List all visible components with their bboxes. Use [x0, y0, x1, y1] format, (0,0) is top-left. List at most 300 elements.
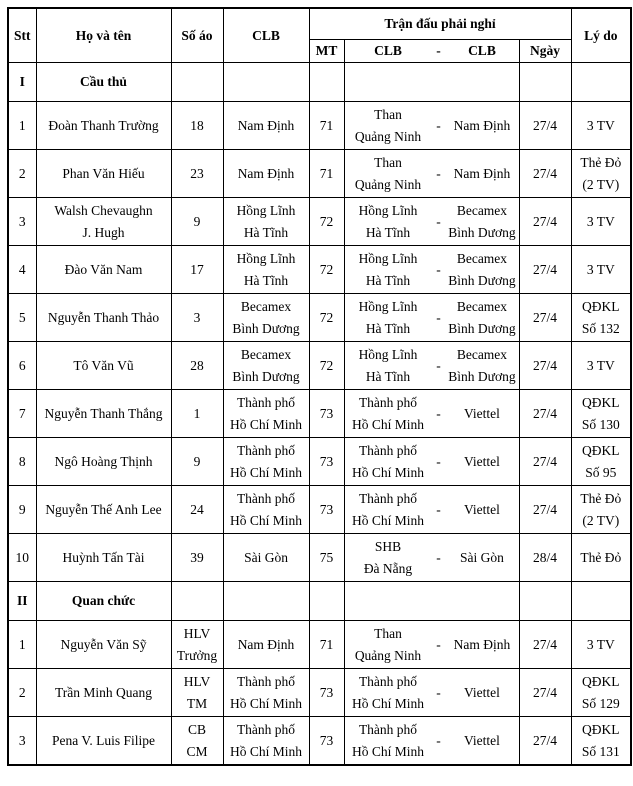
cell-line: 4: [18, 261, 26, 277]
match-layout: [345, 152, 519, 195]
reason-cell: [571, 294, 631, 342]
cell-line: Hồng Lĩnh: [236, 251, 296, 267]
section-empty-cell: [519, 63, 571, 102]
cell-line: 73: [319, 405, 334, 421]
match-layout: [345, 248, 519, 291]
cell-line: Thẻ Đỏ: [580, 155, 622, 171]
date-cell: [519, 198, 571, 246]
away-club: [445, 296, 518, 339]
cell-line: Viettel: [463, 405, 500, 421]
header-row-top: [8, 8, 631, 40]
cell-line: Thành phố: [236, 395, 296, 411]
cell-line: Viettel: [463, 684, 500, 700]
name-cell: [36, 486, 171, 534]
shirt-cell: [171, 294, 223, 342]
date-cell: [519, 717, 571, 766]
cell-line: Hồ Chí Minh: [351, 416, 424, 432]
cell-line: Nguyễn Thế Anh Lee: [45, 501, 162, 517]
cell-line: 7: [18, 405, 26, 421]
cell-line: 23: [190, 165, 204, 181]
cell-line: Becamex: [240, 299, 292, 315]
cell-line: TM: [186, 695, 208, 711]
cell-line: Thành phố: [236, 491, 296, 507]
home-club: [345, 671, 432, 714]
match-cell: [344, 717, 519, 766]
cell-line: 28: [190, 357, 204, 373]
match-dash: -: [436, 453, 441, 469]
header-club-away: CLB: [468, 43, 496, 59]
section-row: [8, 63, 631, 102]
reason-cell: [571, 246, 631, 294]
cell-line: QĐKL: [582, 443, 620, 459]
header-date: Ngày: [519, 40, 571, 63]
cell-line: Nam Định: [453, 165, 511, 181]
cell-line: 71: [319, 165, 334, 181]
cell-line: 73: [319, 732, 334, 748]
date-cell: [519, 669, 571, 717]
reason-cell: [571, 390, 631, 438]
cell-line: 72: [319, 261, 334, 277]
away-club: [445, 163, 518, 184]
cell-line: Hà Tĩnh: [243, 224, 289, 240]
date-cell: [519, 534, 571, 582]
cell-line: Than: [374, 626, 402, 642]
date-cell: [519, 246, 571, 294]
match-layout: [345, 296, 519, 339]
cell-line: 73: [319, 453, 334, 469]
cell-line: Hồ Chí Minh: [351, 695, 424, 711]
away-club: [445, 451, 518, 472]
shirt-cell: [171, 534, 223, 582]
cell-line: 28/4: [533, 549, 558, 565]
header-match-dash: -: [436, 43, 441, 59]
match-cell: [344, 102, 519, 150]
home-club: [345, 488, 432, 531]
cell-line: 27/4: [533, 213, 558, 229]
match-dash: -: [436, 357, 441, 373]
name-cell: [36, 621, 171, 669]
cell-line: QĐKL: [582, 674, 620, 690]
home-club: [345, 719, 432, 762]
cell-line: Quảng Ninh: [354, 176, 422, 192]
match-layout: [345, 488, 519, 531]
cell-line: CM: [186, 743, 208, 759]
header-match-group: Trận đấu phải nghỉ: [309, 8, 571, 40]
cell-line: Thành phố: [358, 674, 418, 690]
date-cell: [519, 150, 571, 198]
table-row: [8, 102, 631, 150]
cell-line: Thành phố: [358, 443, 418, 459]
cell-line: HLV: [183, 674, 211, 690]
cell-line: Quảng Ninh: [354, 647, 422, 663]
shirt-cell: [171, 390, 223, 438]
table-row: [8, 342, 631, 390]
cell-line: Số 95: [585, 464, 617, 480]
cell-line: Nam Định: [237, 117, 295, 133]
cell-line: Hà Tĩnh: [365, 368, 411, 384]
stt-cell: [8, 621, 36, 669]
section-empty-cell: [344, 582, 519, 621]
cell-line: (2 TV): [582, 176, 620, 192]
header-name: Họ và tên: [36, 8, 171, 63]
cell-line: 27/4: [533, 684, 558, 700]
cell-line: QĐKL: [582, 395, 620, 411]
stt-cell: [8, 390, 36, 438]
match-layout: [345, 536, 519, 579]
cell-line: QĐKL: [582, 299, 620, 315]
cell-line: 3: [193, 309, 201, 325]
header-club-home: CLB: [374, 43, 402, 59]
table-row: [8, 669, 631, 717]
cell-line: Thành phố: [358, 491, 418, 507]
cell-line: Ngô Hoàng Thịnh: [54, 453, 153, 469]
mt-cell: [309, 294, 344, 342]
date-cell: [519, 294, 571, 342]
cell-line: Hồ Chí Minh: [351, 743, 424, 759]
cell-line: J. Hugh: [82, 224, 125, 240]
cell-line: Thành phố: [358, 722, 418, 738]
name-cell: [36, 438, 171, 486]
date-cell: [519, 390, 571, 438]
date-cell: [519, 486, 571, 534]
section-empty-cell: [223, 582, 309, 621]
reason-cell: [571, 102, 631, 150]
cell-line: 75: [319, 549, 334, 565]
match-cell: [344, 150, 519, 198]
match-layout: [345, 623, 519, 666]
cell-line: Đào Văn Nam: [64, 261, 143, 277]
section-index: I: [8, 63, 36, 102]
header-match-clubs-layout: [345, 40, 519, 61]
cell-line: 3 TV: [586, 636, 615, 652]
cell-line: 3: [18, 213, 26, 229]
cell-line: 27/4: [533, 165, 558, 181]
shirt-cell: [171, 669, 223, 717]
cell-line: 9: [193, 453, 201, 469]
shirt-cell: [171, 198, 223, 246]
stt-cell: [8, 438, 36, 486]
table-row: [8, 534, 631, 582]
match-layout: [345, 392, 519, 435]
table-body: [8, 63, 631, 766]
cell-line: Bình Dương: [448, 224, 516, 240]
home-club: [345, 440, 432, 483]
stt-cell: [8, 102, 36, 150]
cell-line: 1: [18, 636, 26, 652]
cell-line: Viettel: [463, 501, 500, 517]
name-cell: [36, 390, 171, 438]
match-dash: -: [436, 261, 441, 277]
header-shirt-no: Số áo: [171, 8, 223, 63]
cell-line: 18: [190, 117, 204, 133]
cell-line: Hồ Chí Minh: [351, 512, 424, 528]
cell-line: 27/4: [533, 636, 558, 652]
cell-line: Phan Văn Hiếu: [62, 165, 145, 181]
table-row: [8, 150, 631, 198]
section-title: Cầu thủ: [36, 63, 171, 102]
cell-line: Sài Gòn: [460, 549, 504, 565]
mt-cell: [309, 390, 344, 438]
home-club: [345, 248, 432, 291]
match-cell: [344, 669, 519, 717]
away-club: [445, 403, 518, 424]
cell-line: Becamex: [456, 299, 508, 315]
cell-line: 9: [18, 501, 26, 517]
cell-line: 3 TV: [586, 261, 615, 277]
section-empty-cell: [309, 582, 344, 621]
stt-cell: [8, 717, 36, 766]
cell-line: Số 132: [581, 320, 620, 336]
match-dash: -: [436, 684, 441, 700]
cell-line: Nguyễn Thanh Thắng: [44, 405, 163, 421]
away-club: [445, 547, 518, 568]
cell-line: 5: [18, 309, 26, 325]
match-dash: -: [436, 213, 441, 229]
section-empty-cell: [344, 63, 519, 102]
name-cell: [36, 669, 171, 717]
stt-cell: [8, 342, 36, 390]
name-cell: [36, 294, 171, 342]
cell-line: Bình Dương: [448, 272, 516, 288]
shirt-cell: [171, 246, 223, 294]
match-layout: [345, 344, 519, 387]
cell-line: Viettel: [463, 732, 500, 748]
mt-cell: [309, 669, 344, 717]
cell-line: (2 TV): [582, 512, 620, 528]
match-dash: -: [436, 501, 441, 517]
cell-line: 72: [319, 357, 334, 373]
section-empty-cell: [171, 63, 223, 102]
cell-line: Thẻ Đỏ: [580, 491, 622, 507]
mt-cell: [309, 717, 344, 766]
match-dash: -: [436, 309, 441, 325]
cell-line: Hồng Lĩnh: [236, 203, 296, 219]
reason-cell: [571, 198, 631, 246]
cell-line: 27/4: [533, 309, 558, 325]
shirt-cell: [171, 486, 223, 534]
shirt-cell: [171, 342, 223, 390]
cell-line: Nguyễn Thanh Thảo: [47, 309, 160, 325]
table-row: [8, 717, 631, 766]
mt-cell: [309, 198, 344, 246]
cell-line: Than: [374, 107, 402, 123]
match-layout: [345, 104, 519, 147]
section-row: [8, 582, 631, 621]
match-cell: [344, 294, 519, 342]
section-empty-cell: [571, 582, 631, 621]
cell-line: Số 130: [581, 416, 620, 432]
cell-line: Hồ Chí Minh: [229, 512, 302, 528]
away-club: [445, 499, 518, 520]
cell-line: Nam Định: [237, 165, 295, 181]
home-club: [345, 104, 432, 147]
cell-line: 6: [18, 357, 26, 373]
mt-cell: [309, 534, 344, 582]
cell-line: Số 131: [581, 743, 620, 759]
cell-line: 1: [18, 117, 26, 133]
cell-line: 8: [18, 453, 26, 469]
cell-line: 27/4: [533, 732, 558, 748]
date-cell: [519, 438, 571, 486]
cell-line: Becamex: [240, 347, 292, 363]
cell-line: Đà Nẵng: [363, 560, 413, 576]
cell-line: HLV: [183, 626, 211, 642]
reason-cell: [571, 150, 631, 198]
name-cell: [36, 342, 171, 390]
cell-line: Hồ Chí Minh: [351, 464, 424, 480]
cell-line: Sài Gòn: [244, 549, 288, 565]
name-cell: [36, 717, 171, 766]
cell-line: Bình Dương: [232, 368, 300, 384]
cell-line: CB: [187, 722, 206, 738]
club-cell: [223, 717, 309, 766]
mt-cell: [309, 150, 344, 198]
cell-line: Nguyễn Văn Sỹ: [60, 636, 147, 652]
table-row: [8, 390, 631, 438]
cell-line: Nam Định: [237, 636, 295, 652]
stt-cell: [8, 246, 36, 294]
cell-line: Hà Tĩnh: [365, 224, 411, 240]
cell-line: 3 TV: [586, 117, 615, 133]
cell-line: 9: [193, 213, 201, 229]
section-empty-cell: [223, 63, 309, 102]
cell-line: Hồ Chí Minh: [229, 464, 302, 480]
match-cell: [344, 621, 519, 669]
cell-line: Trưởng: [176, 647, 218, 663]
cell-line: Hồng Lĩnh: [358, 299, 418, 315]
stt-cell: [8, 669, 36, 717]
cell-line: SHB: [374, 539, 402, 555]
match-cell: [344, 438, 519, 486]
section-empty-cell: [309, 63, 344, 102]
cell-line: Số 129: [581, 695, 620, 711]
cell-line: Nam Định: [453, 636, 511, 652]
away-club: [445, 115, 518, 136]
cell-line: Thẻ Đỏ: [580, 549, 622, 565]
cell-line: 73: [319, 684, 334, 700]
home-club: [345, 344, 432, 387]
match-cell: [344, 534, 519, 582]
away-club: [445, 248, 518, 291]
table-row: [8, 438, 631, 486]
cell-line: Becamex: [456, 251, 508, 267]
mt-cell: [309, 438, 344, 486]
club-cell: [223, 342, 309, 390]
mt-cell: [309, 621, 344, 669]
cell-line: 72: [319, 309, 334, 325]
reason-cell: [571, 486, 631, 534]
home-club: [345, 296, 432, 339]
match-cell: [344, 342, 519, 390]
match-cell: [344, 390, 519, 438]
away-club: [445, 344, 518, 387]
reason-cell: [571, 342, 631, 390]
cell-line: Viettel: [463, 453, 500, 469]
header-club: CLB: [223, 8, 309, 63]
match-cell: [344, 246, 519, 294]
cell-line: 27/4: [533, 453, 558, 469]
name-cell: [36, 534, 171, 582]
cell-line: Thành phố: [236, 722, 296, 738]
cell-line: Trần Minh Quang: [54, 684, 152, 700]
away-club: [445, 634, 518, 655]
cell-line: Tô Văn Vũ: [73, 357, 134, 373]
reason-cell: [571, 717, 631, 766]
stt-cell: [8, 534, 36, 582]
club-cell: [223, 669, 309, 717]
section-empty-cell: [519, 582, 571, 621]
club-cell: [223, 198, 309, 246]
cell-line: Hồ Chí Minh: [229, 743, 302, 759]
section-title: Quan chức: [36, 582, 171, 621]
date-cell: [519, 102, 571, 150]
header-reason: Lý do: [571, 8, 631, 63]
table-row: [8, 486, 631, 534]
match-layout: [345, 200, 519, 243]
cell-line: 1: [193, 405, 201, 421]
club-cell: [223, 246, 309, 294]
shirt-cell: [171, 717, 223, 766]
cell-line: Đoàn Thanh Trường: [48, 117, 159, 133]
cell-line: Hồng Lĩnh: [358, 251, 418, 267]
reason-cell: [571, 534, 631, 582]
table-row: [8, 198, 631, 246]
cell-line: 3 TV: [586, 213, 615, 229]
table-row: [8, 246, 631, 294]
club-cell: [223, 534, 309, 582]
home-club: [345, 392, 432, 435]
cell-line: 17: [190, 261, 204, 277]
reason-cell: [571, 669, 631, 717]
stt-cell: [8, 486, 36, 534]
cell-line: 27/4: [533, 117, 558, 133]
cell-line: 71: [319, 636, 334, 652]
home-club: [345, 152, 432, 195]
cell-line: 2: [18, 165, 26, 181]
table-row: [8, 294, 631, 342]
club-cell: [223, 486, 309, 534]
mt-cell: [309, 486, 344, 534]
match-cell: [344, 198, 519, 246]
cell-line: 27/4: [533, 405, 558, 421]
table-row: [8, 621, 631, 669]
date-cell: [519, 342, 571, 390]
cell-line: 72: [319, 213, 334, 229]
section-empty-cell: [171, 582, 223, 621]
suspension-table: [7, 7, 632, 766]
cell-line: Hồng Lĩnh: [358, 203, 418, 219]
reason-cell: [571, 438, 631, 486]
cell-line: 27/4: [533, 357, 558, 373]
cell-line: Bình Dương: [232, 320, 300, 336]
mt-cell: [309, 342, 344, 390]
shirt-cell: [171, 621, 223, 669]
cell-line: Huỳnh Tấn Tài: [62, 549, 145, 565]
cell-line: Hà Tĩnh: [365, 272, 411, 288]
cell-line: 3: [18, 732, 26, 748]
club-cell: [223, 102, 309, 150]
home-club: [345, 200, 432, 243]
header-match-clubs: [344, 40, 519, 63]
match-dash: -: [436, 732, 441, 748]
match-dash: -: [436, 636, 441, 652]
cell-line: Bình Dương: [448, 368, 516, 384]
club-cell: [223, 438, 309, 486]
cell-line: 39: [190, 549, 204, 565]
cell-line: Thành phố: [236, 674, 296, 690]
cell-line: Bình Dương: [448, 320, 516, 336]
cell-line: Becamex: [456, 203, 508, 219]
